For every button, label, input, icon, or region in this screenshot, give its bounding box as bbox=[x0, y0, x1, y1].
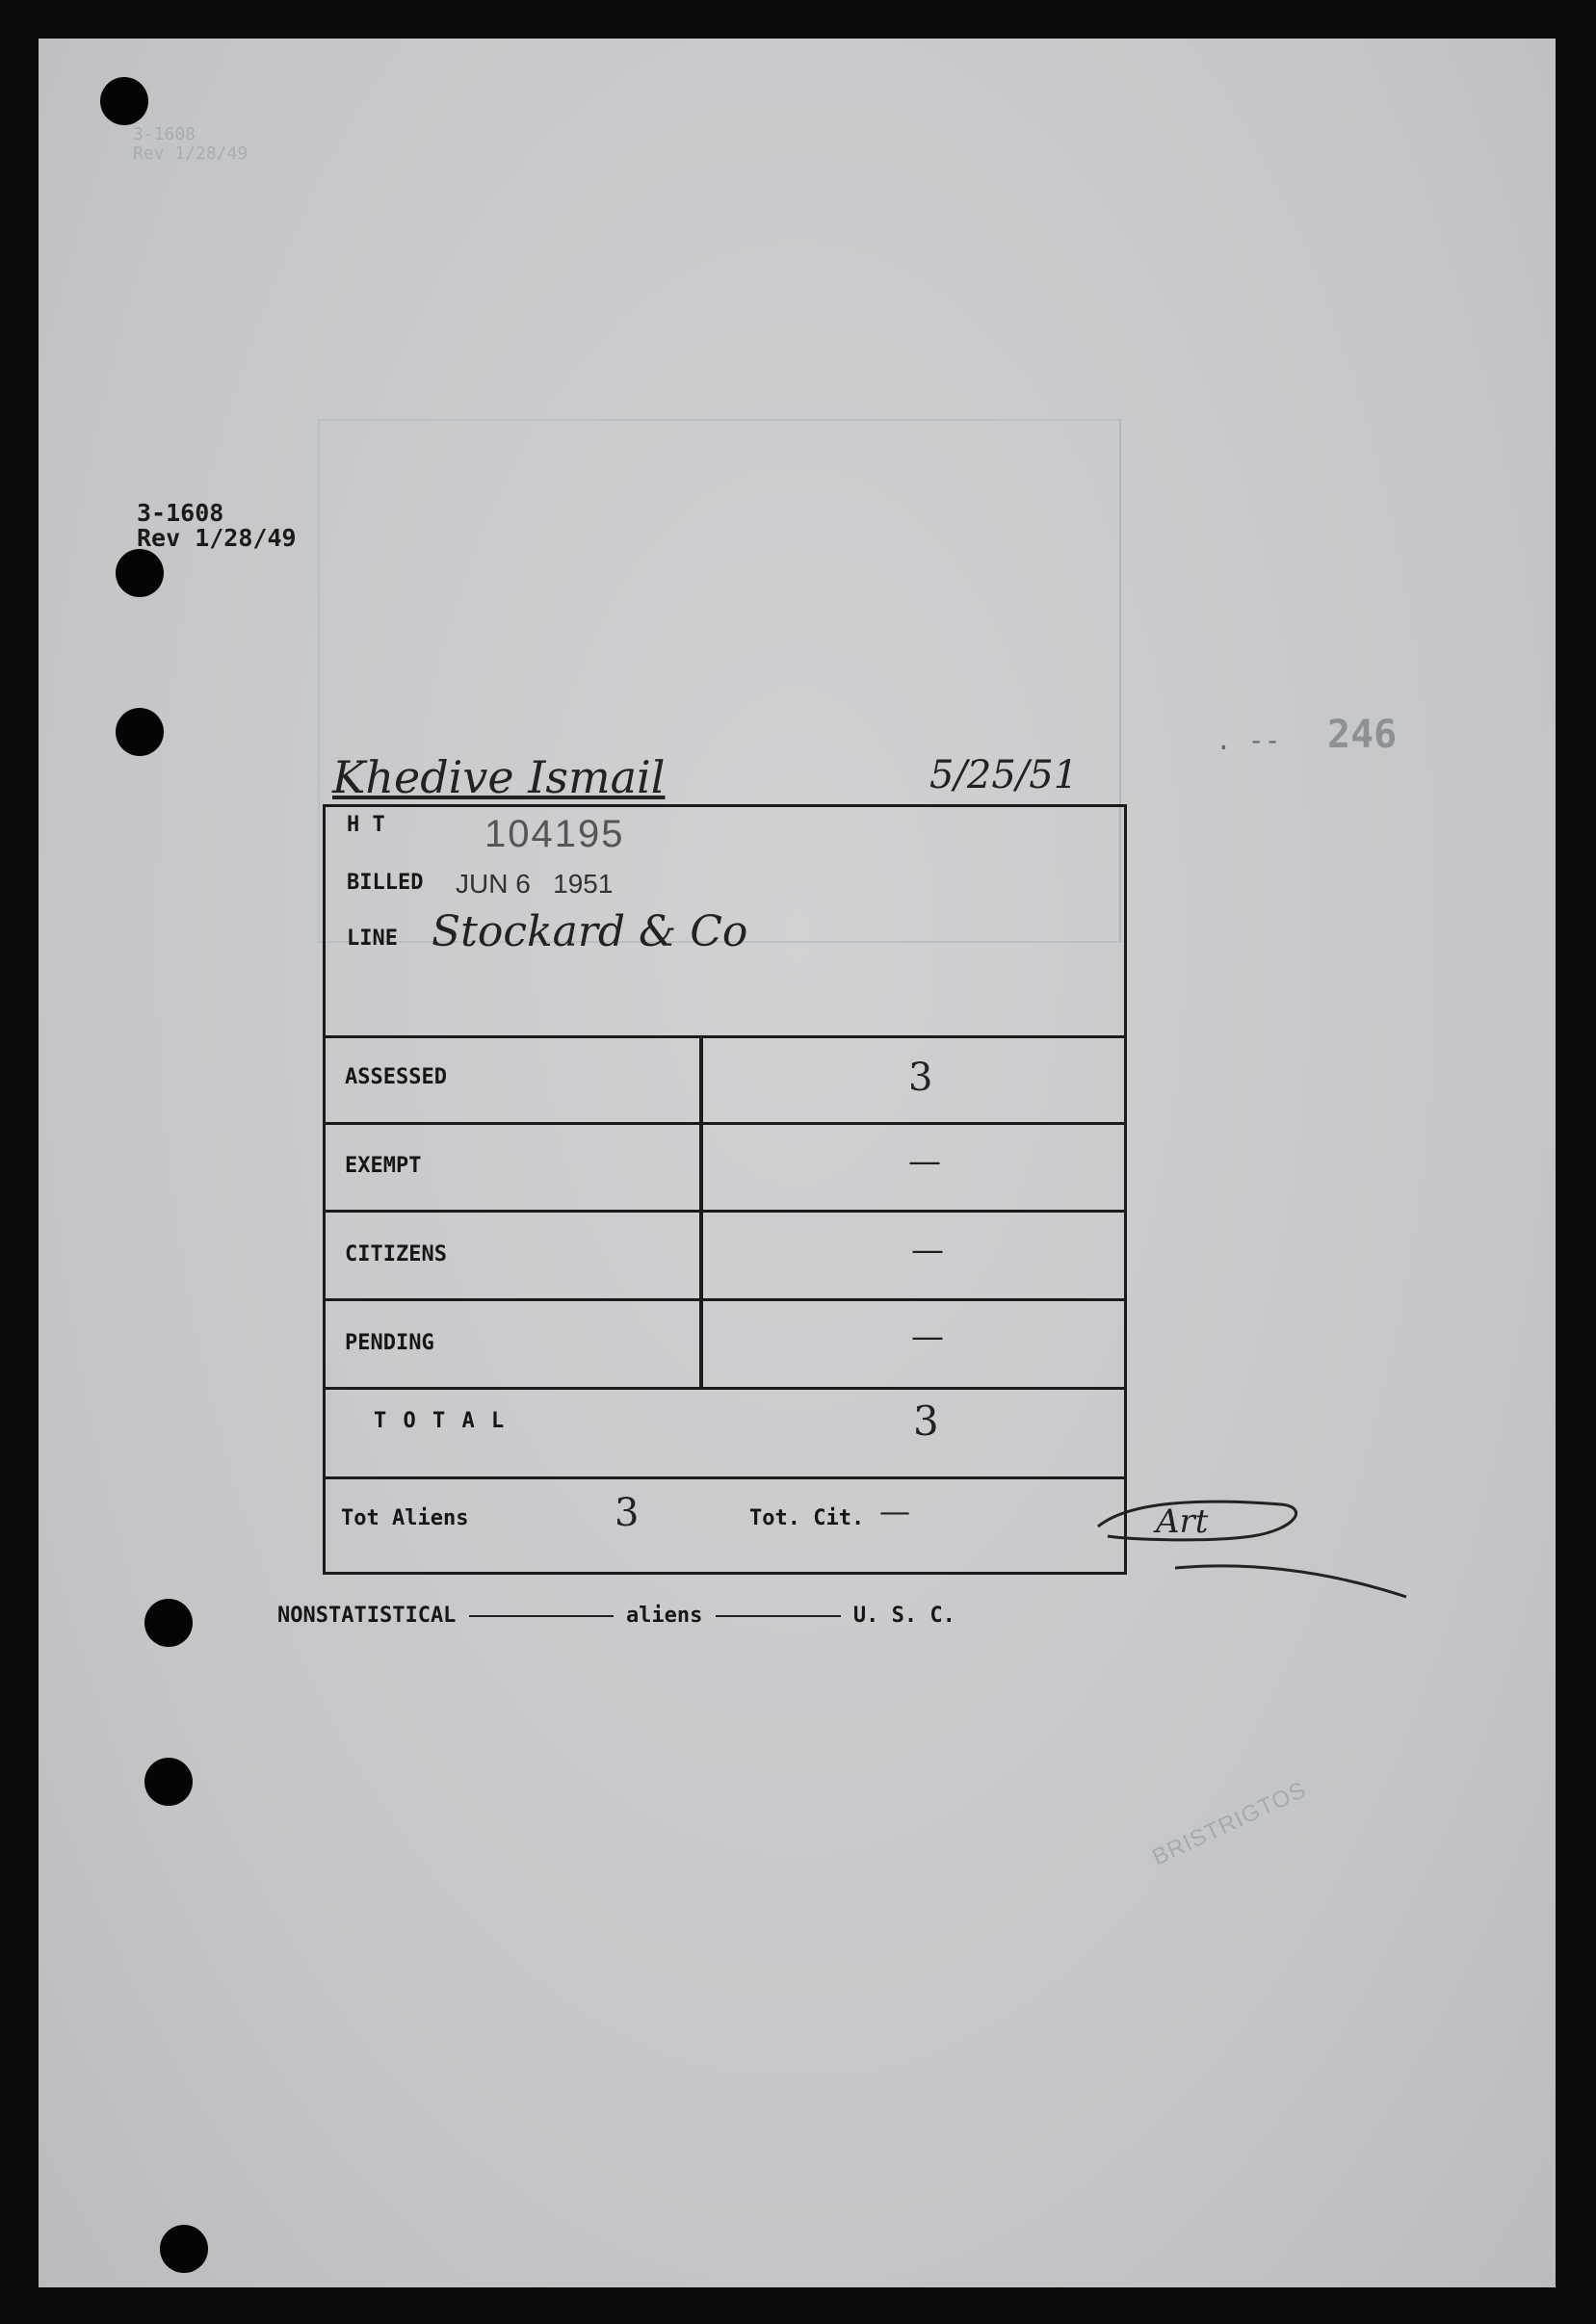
row-label-exempt: EXEMPT bbox=[345, 1154, 422, 1178]
divider-row-2 bbox=[326, 1210, 1124, 1213]
row-label-pending: PENDING bbox=[345, 1331, 434, 1355]
divider-row-3 bbox=[326, 1298, 1124, 1301]
ht-label: H T bbox=[347, 813, 385, 837]
punch-hole-3 bbox=[116, 708, 164, 756]
nonstat-line bbox=[277, 1604, 955, 1628]
page-number: 246 bbox=[1327, 713, 1398, 757]
punch-hole-2 bbox=[116, 549, 164, 597]
initials-text: Art bbox=[1156, 1502, 1209, 1541]
punch-hole-4 bbox=[144, 1599, 193, 1647]
row-value-assessed: 3 bbox=[908, 1056, 933, 1100]
divider-top bbox=[326, 1035, 1124, 1038]
total-label: T O T A L bbox=[374, 1409, 507, 1433]
row-value-citizens: — bbox=[911, 1231, 944, 1269]
ghost-form-code: 3-1608 Rev 1/28/49 bbox=[133, 124, 249, 164]
divider-row-4 bbox=[326, 1387, 1124, 1390]
aliens-blank bbox=[716, 1615, 841, 1617]
line-value: Stockard & Co bbox=[432, 907, 748, 956]
tot-aliens-label: Tot Aliens bbox=[341, 1506, 469, 1530]
nonstat-blank bbox=[469, 1615, 614, 1617]
vessel-name: Khedive Ismail bbox=[332, 751, 666, 803]
arrival-date: 5/25/51 bbox=[929, 753, 1079, 797]
tot-aliens-value: 3 bbox=[615, 1491, 640, 1535]
nonstat-label: NONSTATISTICAL bbox=[277, 1604, 457, 1628]
billed-label: BILLED bbox=[347, 871, 424, 895]
row-label-assessed: ASSESSED bbox=[345, 1065, 447, 1089]
punch-hole-1 bbox=[100, 77, 148, 125]
line-label: LINE bbox=[347, 927, 398, 951]
divider-row-1 bbox=[326, 1122, 1124, 1125]
punch-hole-5 bbox=[144, 1758, 193, 1806]
divider-total bbox=[326, 1476, 1124, 1479]
total-value: 3 bbox=[913, 1397, 939, 1445]
dash-mark: . -- bbox=[1216, 724, 1281, 756]
aliens-label: aliens bbox=[625, 1604, 703, 1628]
usc-label: U. S. C. bbox=[852, 1604, 955, 1628]
row-label-citizens: CITIZENS bbox=[345, 1242, 447, 1266]
row-value-exempt: — bbox=[908, 1142, 941, 1181]
bleed-stamp: BRISTRIGTOS bbox=[1148, 1776, 1311, 1871]
initials-signature bbox=[1088, 1483, 1416, 1599]
record-box bbox=[323, 804, 1127, 1575]
tot-cit-value: — bbox=[879, 1493, 910, 1529]
ht-number: 104195 bbox=[484, 813, 625, 855]
billed-date: JUN 6 1951 bbox=[456, 869, 614, 899]
form-code: 3-1608 Rev 1/28/49 bbox=[137, 499, 297, 552]
row-value-pending: — bbox=[911, 1318, 944, 1356]
punch-hole-6 bbox=[160, 2225, 208, 2273]
tot-cit-label: Tot. Cit. bbox=[749, 1506, 865, 1530]
